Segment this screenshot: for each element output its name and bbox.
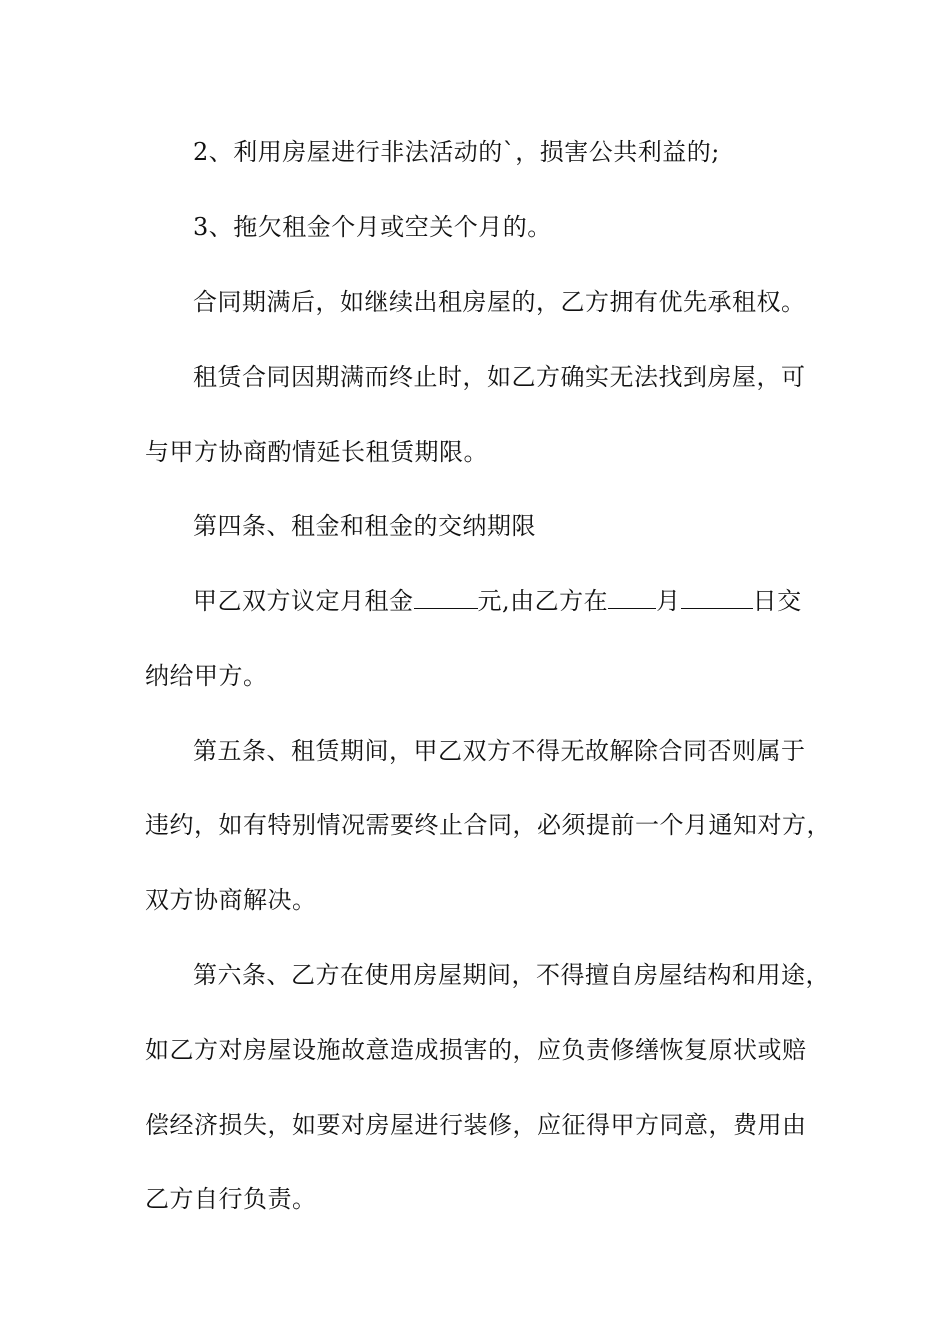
section-heading: 第四条、租金和租金的交纳期限 (193, 512, 536, 540)
paragraph-line: 偿经济损失，如要对房屋进行装修，应征得甲方同意，费用由 (145, 1111, 807, 1139)
rent-text-4: 日交 (752, 587, 802, 615)
rent-amount-blank (414, 586, 478, 609)
day-blank (681, 586, 753, 609)
paragraph-line: 纳给甲方。 (145, 662, 268, 690)
paragraph-line: 乙方自行负责。 (145, 1185, 317, 1213)
paragraph-line: 合同期满后，如继续出租房屋的，乙方拥有优先承租权。 (193, 288, 806, 316)
paragraph-line: 第六条、乙方在使用房屋期间，不得擅自房屋结构和用途， (193, 961, 830, 989)
rent-text-2: 元,由乙方在 (477, 587, 609, 615)
paragraph-line: 3、拖欠租金个月或空关个月的。 (193, 213, 552, 241)
paragraph-line: 违约，如有特别情况需要终止合同，必须提前一个月通知对方， (145, 811, 831, 839)
paragraph-line: 与甲方协商酌情延长租赁期限。 (145, 438, 488, 466)
rent-text-1: 甲乙双方议定月租金 (193, 587, 414, 615)
paragraph-line: 如乙方对房屋设施故意造成损害的，应负责修缮恢复原状或赔 (145, 1036, 807, 1064)
paragraph-line: 第五条、租赁期间，甲乙双方不得无故解除合同否则属于 (193, 737, 806, 765)
month-blank (608, 586, 656, 609)
rent-line (193, 586, 802, 616)
paragraph-line: 租赁合同因期满而终止时，如乙方确实无法找到房屋，可 (193, 363, 806, 391)
paragraph-line: 双方协商解决。 (145, 886, 317, 914)
rent-text-3: 月 (656, 587, 681, 615)
paragraph-line: 2、利用房屋进行非法活动的`，损害公共利益的; (193, 138, 720, 166)
